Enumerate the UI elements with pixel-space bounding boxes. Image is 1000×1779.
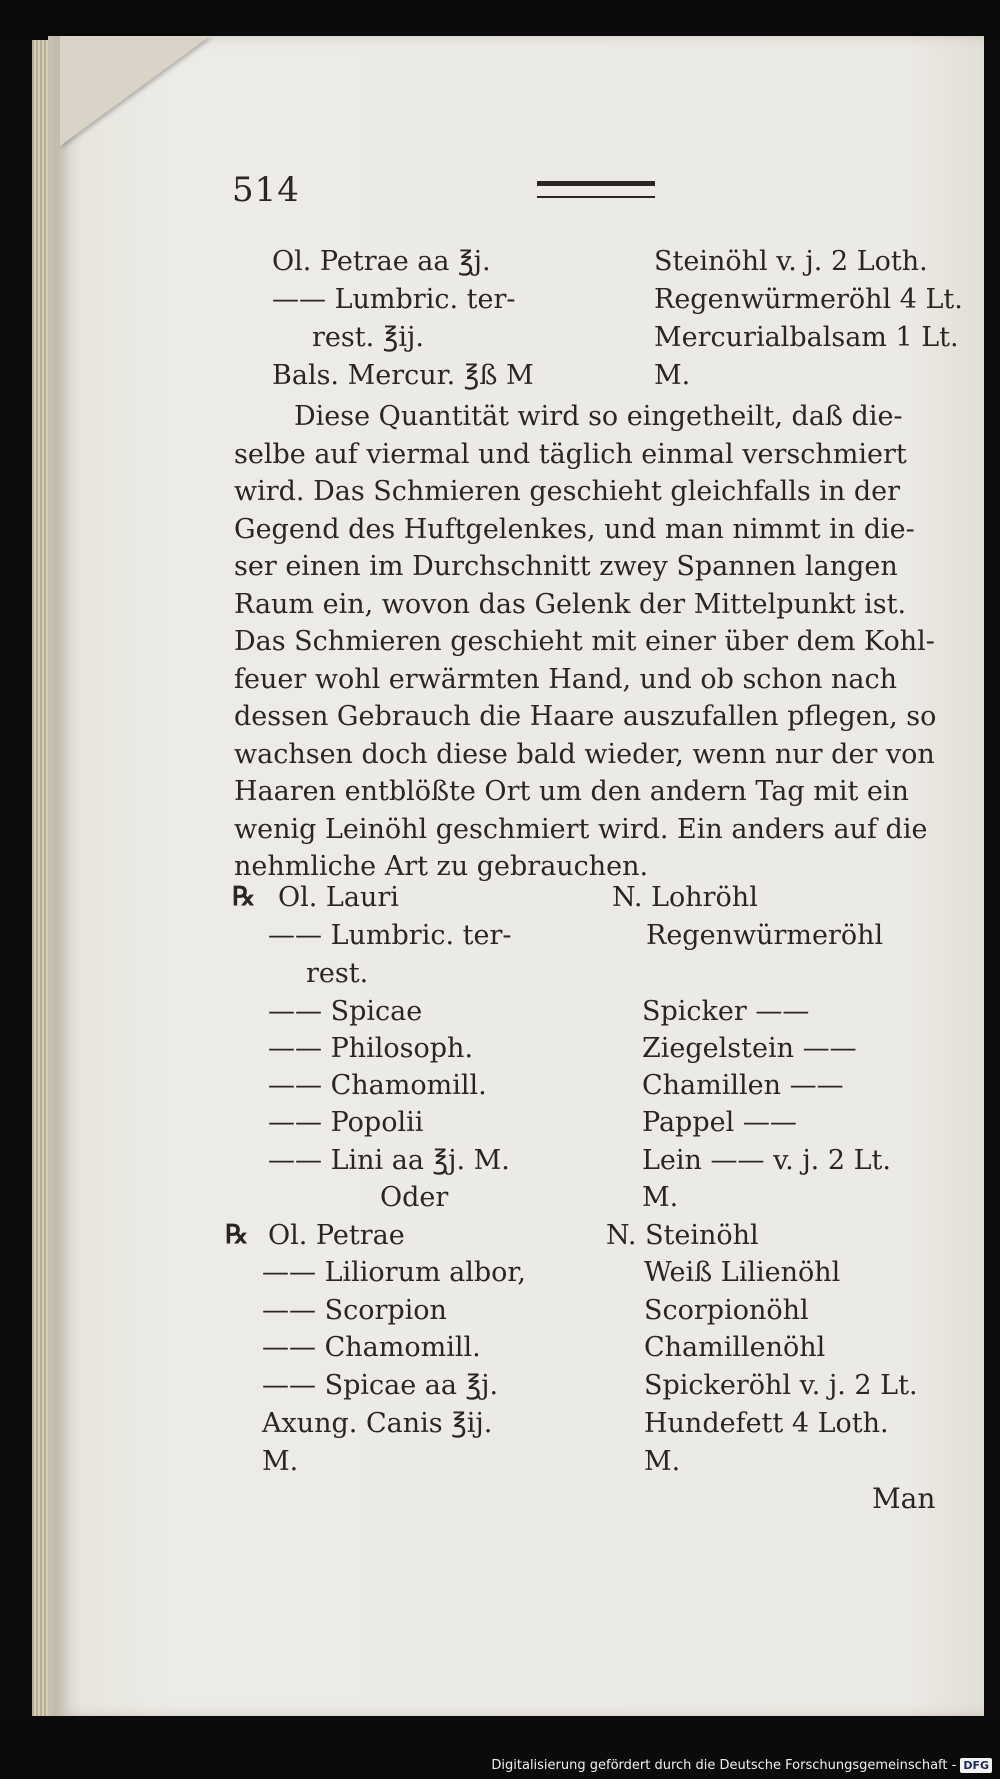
recipe-2-latin-8: —— Lini aa ℥j. M. xyxy=(268,1145,510,1176)
paragraph-line: feuer wohl erwärmten Hand, und ob schon nach xyxy=(234,663,898,695)
recipe-1-latin-1: Ol. Petrae aa ℥j. xyxy=(272,246,491,277)
paragraph-line: dessen Gebrauch die Haare auszufallen pflegen, so xyxy=(234,701,937,732)
recipe-symbol-icon: ℞ xyxy=(225,1220,249,1250)
header-rule xyxy=(537,181,655,198)
recipe-2-latin-1: Ol. Lauri xyxy=(278,882,399,913)
recipe-2-latin-2: —— Lumbric. ter- xyxy=(268,920,512,951)
dfg-logo-icon: DFG xyxy=(960,1758,992,1773)
paragraph-line: Diese Quantität wird so eingetheilt, daß die- xyxy=(294,401,903,432)
recipe-2-german-5: Ziegelstein —— xyxy=(642,1033,857,1064)
recipe-3-german-1: N. Steinöhl xyxy=(606,1220,759,1251)
dog-ear-corner xyxy=(60,36,210,146)
recipe-2-latin-4: —— Spicae xyxy=(268,996,423,1027)
recipe-3-german-6: Hundefett 4 Loth. xyxy=(644,1408,889,1439)
paragraph-line: Gegend des Huftgelenkes, und man nimmt in die- xyxy=(234,513,915,545)
scan-top-border xyxy=(0,0,1000,40)
recipe-1-german-3: Mercurialbalsam 1 Lt. xyxy=(654,322,959,353)
recipe-3-german-4: Chamillenöhl xyxy=(644,1332,826,1363)
recipe-2-german-8: Lein —— v. j. 2 Lt. xyxy=(642,1145,891,1176)
recipe-3-latin-7: M. xyxy=(262,1446,299,1477)
scan-footer xyxy=(0,1716,1000,1779)
paragraph-line: wenig Leinöhl geschmiert wird. Ein anders auf die xyxy=(234,813,928,845)
recipe-3-german-3: Scorpionöhl xyxy=(644,1295,809,1326)
recipe-3-latin-6: Axung. Canis ℥ij. xyxy=(262,1408,493,1439)
body-paragraph xyxy=(234,398,954,886)
paragraph-line: selbe auf viermal und täglich einmal verschmiert xyxy=(234,438,907,470)
recipe-3-latin-2: —— Liliorum albor, xyxy=(262,1257,526,1288)
recipe-3-german-7: M. xyxy=(644,1446,681,1477)
recipe-2-german-1: N. Lohröhl xyxy=(612,882,758,913)
recipe-3-german-5: Spickeröhl v. j. 2 Lt. xyxy=(644,1370,918,1401)
recipe-3-latin-5: —— Spicae aa ℥j. xyxy=(262,1370,499,1401)
paragraph-line: Haaren entblößte Ort um den andern Tag mit ein xyxy=(234,776,909,807)
digitization-credit xyxy=(491,1758,992,1773)
recipe-2-latin-7: —— Popolii xyxy=(268,1107,424,1138)
credit-text: Digitalisierung gefördert durch die Deutsche Forschungsgemeinschaft - xyxy=(491,1758,957,1773)
recipe-3-latin-3: —— Scorpion xyxy=(262,1295,447,1326)
recipe-3-german-2: Weiß Lilienöhl xyxy=(644,1257,841,1288)
recipe-2-german-4: Spicker —— xyxy=(642,996,810,1027)
recipe-3-latin-1: Ol. Petrae xyxy=(268,1220,405,1251)
recipe-1-latin-3: rest. ℥ij. xyxy=(312,322,424,353)
recipe-2-latin-9: Oder xyxy=(380,1182,449,1213)
catchword: Man xyxy=(872,1482,936,1515)
recipe-symbol-icon: ℞ xyxy=(232,882,256,912)
recipe-3-latin-4: —— Chamomill. xyxy=(262,1332,481,1363)
paragraph-line: wird. Das Schmieren geschieht gleichfalls in der xyxy=(234,476,901,507)
recipe-1-latin-4: Bals. Mercur. ℥ß M xyxy=(272,360,534,391)
recipe-2-latin-3: rest. xyxy=(306,958,369,989)
recipe-1-german-4: M. xyxy=(654,360,691,391)
recipe-2-latin-5: —— Philosoph. xyxy=(268,1033,474,1064)
recipe-1-german-2: Regenwürmeröhl 4 Lt. xyxy=(654,284,963,315)
paragraph-line: Raum ein, wovon das Gelenk der Mittelpunkt ist. xyxy=(234,588,907,620)
recipe-2-latin-6: —— Chamomill. xyxy=(268,1070,487,1101)
paragraph-line: ser einen im Durchschnitt zwey Spannen langen xyxy=(234,551,898,582)
recipe-2-german-7: Pappel —— xyxy=(642,1107,797,1138)
page-number: 514 xyxy=(232,170,300,210)
recipe-2-german-2: Regenwürmeröhl xyxy=(646,920,884,951)
paragraph-line: Das Schmieren geschieht mit einer über dem Kohl- xyxy=(234,626,935,657)
recipe-2-german-9: M. xyxy=(642,1182,679,1213)
recipe-1-german-1: Steinöhl v. j. 2 Loth. xyxy=(654,246,928,277)
paragraph-line: nehmliche Art zu gebrauchen. xyxy=(234,851,649,882)
recipe-2-german-6: Chamillen —— xyxy=(642,1070,844,1101)
recipe-1-latin-2: —— Lumbric. ter- xyxy=(272,284,516,315)
paragraph-line: wachsen doch diese bald wieder, wenn nur der von xyxy=(234,738,935,770)
